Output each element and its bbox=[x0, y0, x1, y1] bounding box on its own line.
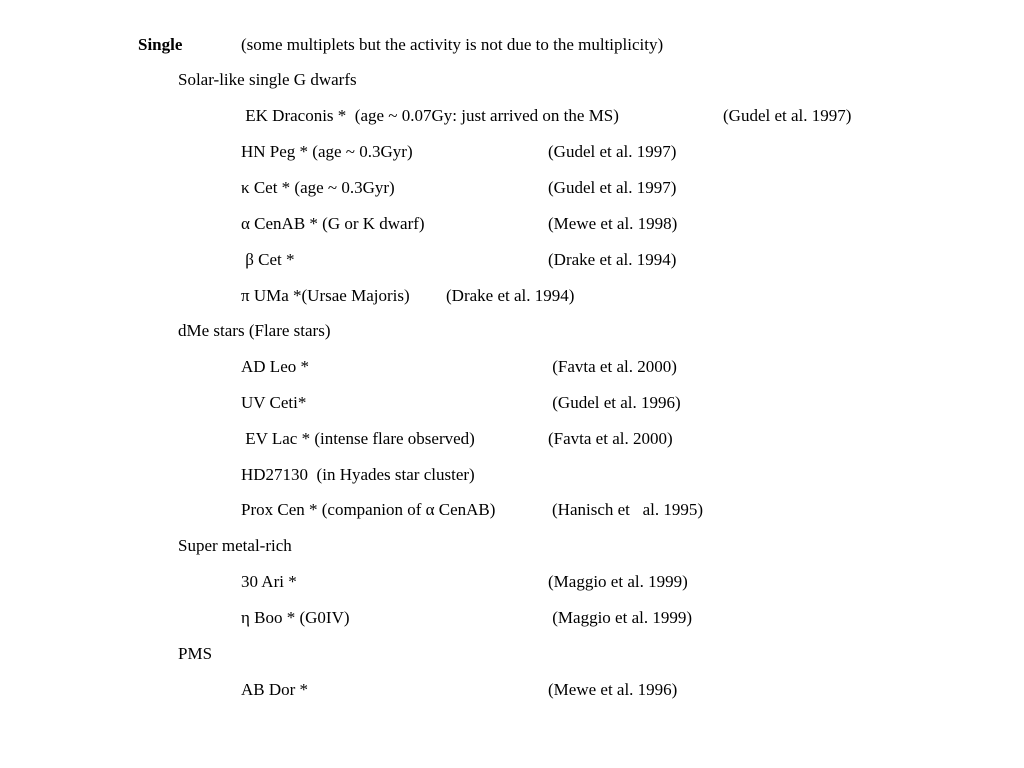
star-entry: UV Ceti* bbox=[241, 393, 307, 412]
reference: (Maggio et al. 1999) bbox=[548, 608, 692, 627]
reference: (Drake et al. 1994) bbox=[446, 286, 575, 305]
star-entry: HN Peg * (age ~ 0.3Gyr) bbox=[241, 142, 413, 161]
star-entry: π UMa *(Ursae Majoris) bbox=[241, 286, 410, 305]
star-entry: AB Dor * bbox=[241, 680, 309, 699]
section-heading-solar-like: Solar-like single G dwarfs bbox=[178, 70, 357, 89]
star-entry: AD Leo * bbox=[241, 357, 309, 376]
section-heading-dme-stars: dMe stars (Flare stars) bbox=[178, 321, 331, 340]
reference: (Gudel et al. 1997) bbox=[548, 178, 677, 197]
reference: (Gudel et al. 1996) bbox=[548, 393, 681, 412]
section-heading-pms: PMS bbox=[178, 644, 213, 663]
reference: (Drake et al. 1994) bbox=[548, 250, 677, 269]
reference: (Mewe et al. 1998) bbox=[548, 214, 678, 233]
reference: (Maggio et al. 1999) bbox=[548, 572, 688, 591]
reference: (Gudel et al. 1997) bbox=[548, 142, 677, 161]
page-title: Single bbox=[138, 35, 183, 54]
star-entry: EK Draconis * (age ~ 0.07Gy: just arrived on the MS) bbox=[241, 106, 619, 125]
section-heading-super-metal-rich: Super metal-rich bbox=[178, 536, 292, 555]
page-subtitle-note: (some multiplets but the activity is not due to the multiplicity) bbox=[241, 35, 664, 54]
star-entry: β Cet * bbox=[241, 250, 295, 269]
reference: (Favta et al. 2000) bbox=[548, 429, 673, 448]
star-entry: η Boo * (G0IV) bbox=[241, 608, 350, 627]
reference: (Mewe et al. 1996) bbox=[548, 680, 678, 699]
star-entry: EV Lac * (intense flare observed) bbox=[241, 429, 475, 448]
reference: (Favta et al. 2000) bbox=[548, 357, 677, 376]
reference: (Hanisch et al. 1995) bbox=[552, 500, 704, 519]
star-entry: Prox Cen * (companion of α CenAB) bbox=[241, 500, 496, 519]
star-entry: α CenAB * (G or K dwarf) bbox=[241, 214, 425, 233]
star-entry: 30 Ari * bbox=[241, 572, 297, 591]
reference: (Gudel et al. 1997) bbox=[723, 106, 852, 125]
star-entry: HD27130 (in Hyades star cluster) bbox=[241, 465, 475, 484]
star-entry: κ Cet * (age ~ 0.3Gyr) bbox=[241, 178, 395, 197]
